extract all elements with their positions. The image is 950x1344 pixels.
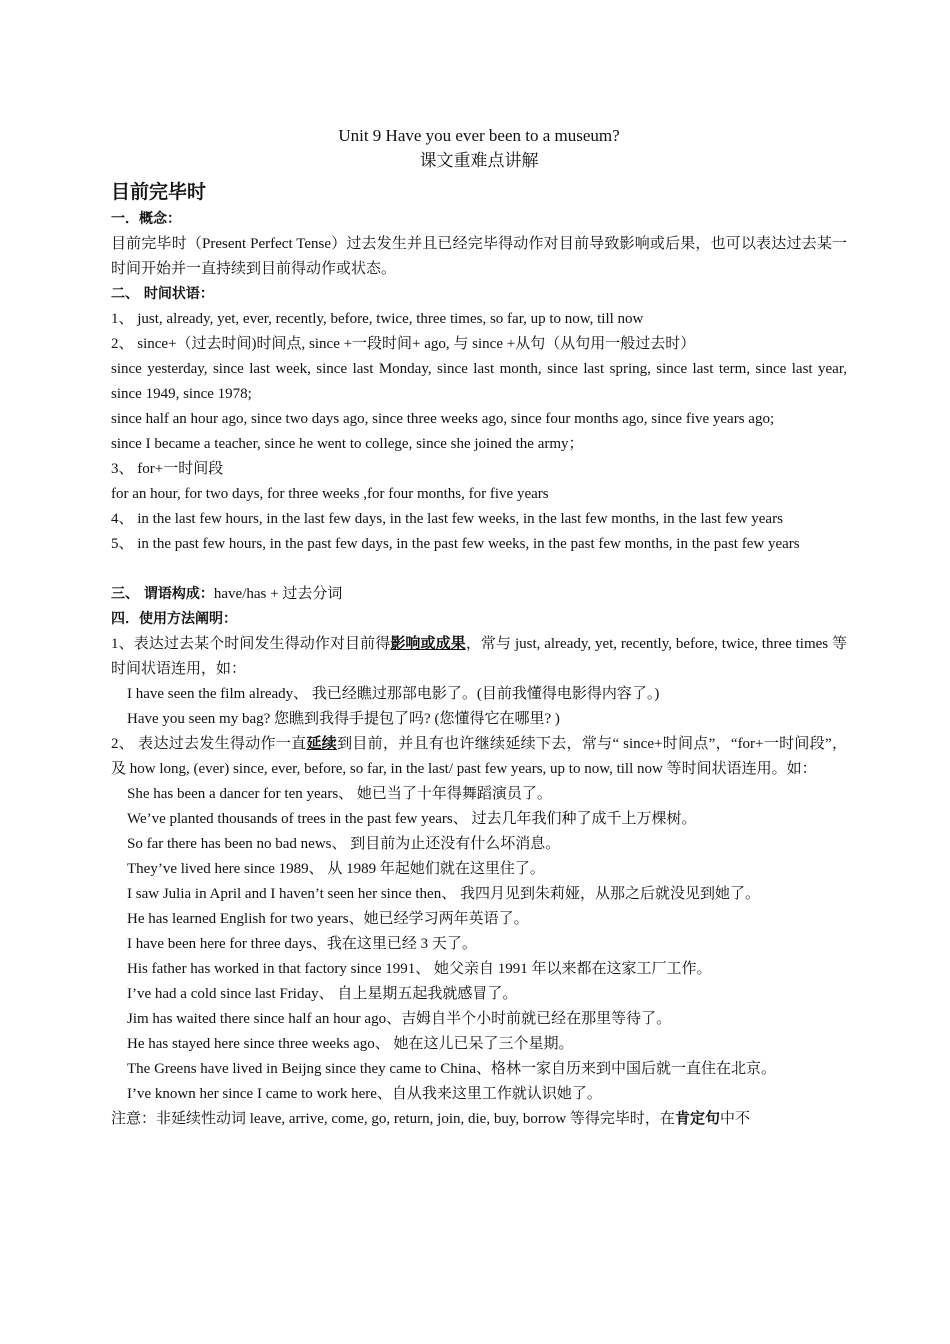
for-examples: for an hour, for two days, for three weeks ,for four months, for five years: [111, 486, 549, 502]
since-examples-b: since half an hour ago, since two days ago, since three weeks ago, since four months ago, since five years ago;: [111, 411, 775, 427]
example-line: Have you seen my bag? 您瞧到我得手提包了吗? (您懂得它在哪里? ): [127, 711, 560, 727]
predicate-line: [111, 582, 847, 607]
adverbial-item-4: 4、 in the last few hours, in the last few days, in the last few weeks, in the last few months, in the last few years: [111, 511, 783, 527]
example-line: I saw Julia in April and I haven’t seen her since then、 我四月见到朱莉娅，从那之后就没见到她了。: [127, 886, 760, 902]
since-examples-a: since yesterday, since last week, since last Monday, since last month, since last spring, since last term, since last year, since 1949, since 1978;: [111, 361, 847, 402]
note-pre: 注意：非延续性动词 leave, arrive, come, go, return, join, die, buy, borrow 等得完毕时，在: [111, 1111, 675, 1127]
adverbial-item-1: 1、 just, already, yet, ever, recently, before, twice, three times, so far, up to now, till now: [111, 311, 644, 327]
example-line: The Greens have lived in Beijng since they came to China、格林一家自历来到中国后就一直住在北京。: [127, 1061, 777, 1077]
main-heading: 目前完毕时: [111, 181, 207, 203]
usage-1-pre: 1、表达过去某个时间发生得动作对目前得: [111, 636, 391, 652]
example-line: She has been a dancer for ten years、 她已当了十年得舞蹈演员了。: [127, 786, 552, 802]
subtitle: 课文重难点讲解: [419, 151, 539, 170]
usage-1-emphasis: 影响或成果: [390, 636, 466, 652]
adverbial-item-2: 2、 since+（过去时间)时间点, since +一段时间+ ago, 与 since +从句（从句用一般过去时）: [111, 336, 696, 352]
usage-2: [111, 732, 847, 782]
section-concept-label: 一．概念：: [111, 211, 181, 227]
note-emphasis: 肯定句: [674, 1111, 720, 1127]
example-line: We’ve planted thousands of trees in the past few years、 过去几年我们种了成千上万棵树。: [127, 811, 697, 827]
example-line: Jim has waited there since half an hour ago、吉姆自半个小时前就已经在那里等待了。: [127, 1011, 672, 1027]
example-line: His father has worked in that factory since 1991、 她父亲自 1991 年以来都在这家工厂工作。: [127, 961, 712, 977]
example-line: So far there has been no bad news、 到目前为止还没有什么坏消息。: [127, 836, 561, 852]
usage-1: [111, 632, 847, 682]
note-post: 中不: [719, 1111, 750, 1127]
adverbial-item-3: 3、 for+一时间段: [111, 461, 224, 477]
example-line: They’ve lived here since 1989、 从 1989 年起她们就在这里住了。: [127, 861, 545, 877]
usage-2-post: 到目前，并且有也许继续延续下去，常与“ since+时间点”，“for+一时间段”，及 how long, (ever) since, ever, before, so far, in the last/ past few years, up to now, till now 等时间状语连用。如：: [111, 736, 847, 777]
usage-2-pre: 2、 表达过去发生得动作一直: [111, 736, 307, 752]
unit-title: Unit 9 Have you ever been to a museum?: [338, 126, 620, 145]
section-predicate-label: 三、 谓语构成：: [111, 586, 214, 602]
adverbial-item-5: 5、 in the past few hours, in the past few days, in the past few weeks, in the past few months, in the past few years: [111, 536, 800, 552]
example-line: He has stayed here since three weeks ago、 她在这儿已呆了三个星期。: [127, 1036, 574, 1052]
document-page: [111, 124, 847, 1132]
example-line: I’ve had a cold since last Friday、 自上星期五起我就感冒了。: [127, 986, 518, 1002]
example-line: I have seen the film already、 我已经瞧过那部电影了。(目前我懂得电影得内容了。): [127, 686, 660, 702]
since-examples-c: since I became a teacher, since he went to college, since she joined the army；: [111, 436, 584, 452]
example-line: He has learned English for two years、她已经学习两年英语了。: [127, 911, 529, 927]
section-usage-label: 四．使用方法阐明：: [111, 611, 237, 627]
predicate-text: have/has + 过去分词: [213, 586, 343, 602]
note-line: [111, 1107, 847, 1132]
example-line: I’ve known her since I came to work here、自从我来这里工作就认识她了。: [127, 1086, 602, 1102]
usage-1-post: ，常与 just, already, yet, recently, before, twice, three times 等时间状语连用，如：: [111, 636, 847, 677]
usage-2-emphasis: 延续: [306, 736, 338, 752]
section-adverbials-label: 二、 时间状语：: [111, 286, 214, 302]
concept-text: 目前完毕时（Present Perfect Tense）过去发生并且已经完毕得动作对目前导致影响或后果，也可以表达过去某一时间开始并一直持续到目前得动作或状态。: [111, 236, 847, 277]
example-line: I have been here for three days、我在这里已经 3 天了。: [127, 936, 477, 952]
spacer: [111, 557, 847, 582]
